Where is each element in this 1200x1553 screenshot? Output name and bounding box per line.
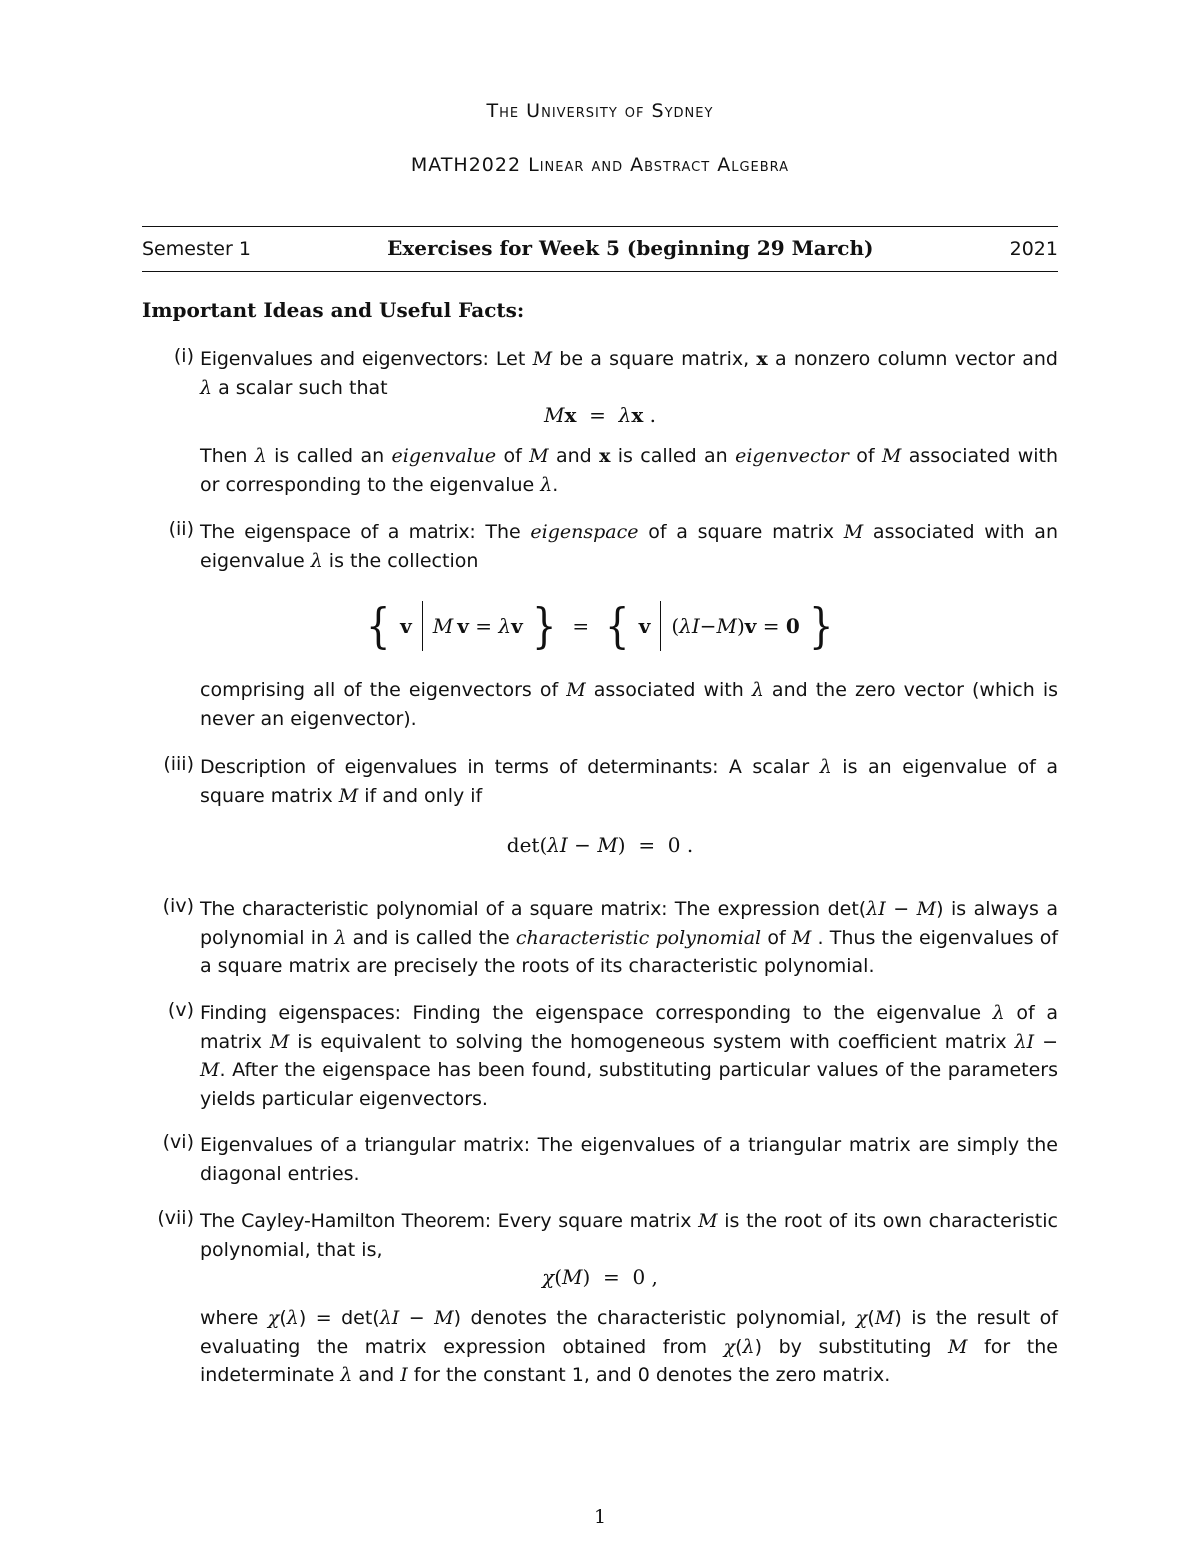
item-text: The characteristic polynomial of a square matrix: The expression det(λI − M) is always a polynomial in λ and is called the characteristic polynomial of M . Thus the eigenvalues of a square matrix are precisely the roots of its characteristic polynomial. — [200, 898, 1059, 977]
item-label: The eigenspace of a matrix: — [200, 521, 476, 543]
item-text: Finding eigenspaces: Finding the eigenspace corresponding to the eigenvalue λ of a matrix M is equivalent to solving the homogeneous system with coefficient matrix λI − M. After the eigenspace has been found, substituting particular values of the parameters yields particular eigenvectors. — [200, 1002, 1058, 1110]
course-name: Linear and Abstract Algebra — [528, 154, 790, 176]
cayley-hamilton-equation: χ(M) = 0 , — [542, 1265, 658, 1289]
section-heading: Important Ideas and Useful Facts: — [142, 298, 525, 322]
document-page — [142, 0, 1058, 1553]
eigenspace-set-equation: { v M v = λ v } = { v ( λI − M ) v = 0 } — [366, 598, 834, 654]
item-text: The eigenspace of a matrix: The eigenspace of a square matrix M associated with an eigenvalue λ is the collection — [200, 521, 1058, 572]
item-number: (v) — [167, 999, 194, 1021]
item-text-continued: Then λ is called an eigenvalue of M and x is called an eigenvector of M associated with or corresponding to the eigenvalue λ. — [200, 445, 1059, 496]
item-number: (iii) — [163, 753, 194, 775]
item-number: (vi) — [162, 1131, 194, 1153]
exercise-title: Exercises for Week 5 (beginning 29 March) — [387, 236, 874, 260]
item-number: (iv) — [162, 895, 194, 917]
year-label: 2021 — [1009, 238, 1058, 260]
item-label: Description of eigenvalues in terms of determinants: — [200, 756, 719, 778]
course-title — [142, 154, 1058, 176]
item-number: (vii) — [157, 1207, 194, 1229]
item-label: The Cayley-Hamilton Theorem: — [200, 1210, 491, 1232]
item-text-continued: where χ(λ) = det(λI − M) denotes the characteristic polynomial, χ(M) is the result of evaluating the matrix expression obtained from χ(λ) by substituting M for the indeterminate λ and I for the constant 1, and 0 denotes the zero matrix. — [200, 1307, 1059, 1386]
university-name: The University of Sydney — [486, 100, 714, 122]
item-text: The Cayley-Hamilton Theorem: Every square matrix M is the root of its own characteristic polynomial, that is, — [200, 1210, 1058, 1261]
determinant-equation: det(λI − M) = 0 . — [506, 833, 694, 857]
item-text: Eigenvalues and eigenvectors: Let M be a square matrix, x a nonzero column vector and λ a scalar such that — [200, 348, 1058, 399]
item-text-continued: comprising all of the eigenvectors of M associated with λ and the zero vector (which is never an eigenvector). — [200, 679, 1058, 730]
item-text: Description of eigenvalues in terms of determinants: A scalar λ is an eigenvalue of a square matrix M if and only if — [200, 756, 1058, 807]
eigen-equation: Mx = λx . — [544, 403, 656, 427]
semester-label: Semester 1 — [142, 238, 251, 260]
item-label: The characteristic polynomial of a square matrix: — [200, 898, 668, 920]
item-text: Eigenvalues of a triangular matrix: The eigenvalues of a triangular matrix are simply the diagonal entries. — [200, 1134, 1058, 1185]
course-code: MATH2022 — [410, 154, 522, 176]
top-rule — [142, 226, 1058, 227]
title-bar — [142, 236, 1058, 262]
item-number: (i) — [173, 345, 194, 367]
item-number: (ii) — [168, 518, 194, 540]
page-number: 1 — [593, 1506, 607, 1528]
item-label: Eigenvalues and eigenvectors: — [200, 348, 489, 370]
item-label: Finding eigenspaces: — [200, 1002, 401, 1024]
bottom-rule — [142, 271, 1058, 272]
item-label: Eigenvalues of a triangular matrix: — [200, 1134, 530, 1156]
